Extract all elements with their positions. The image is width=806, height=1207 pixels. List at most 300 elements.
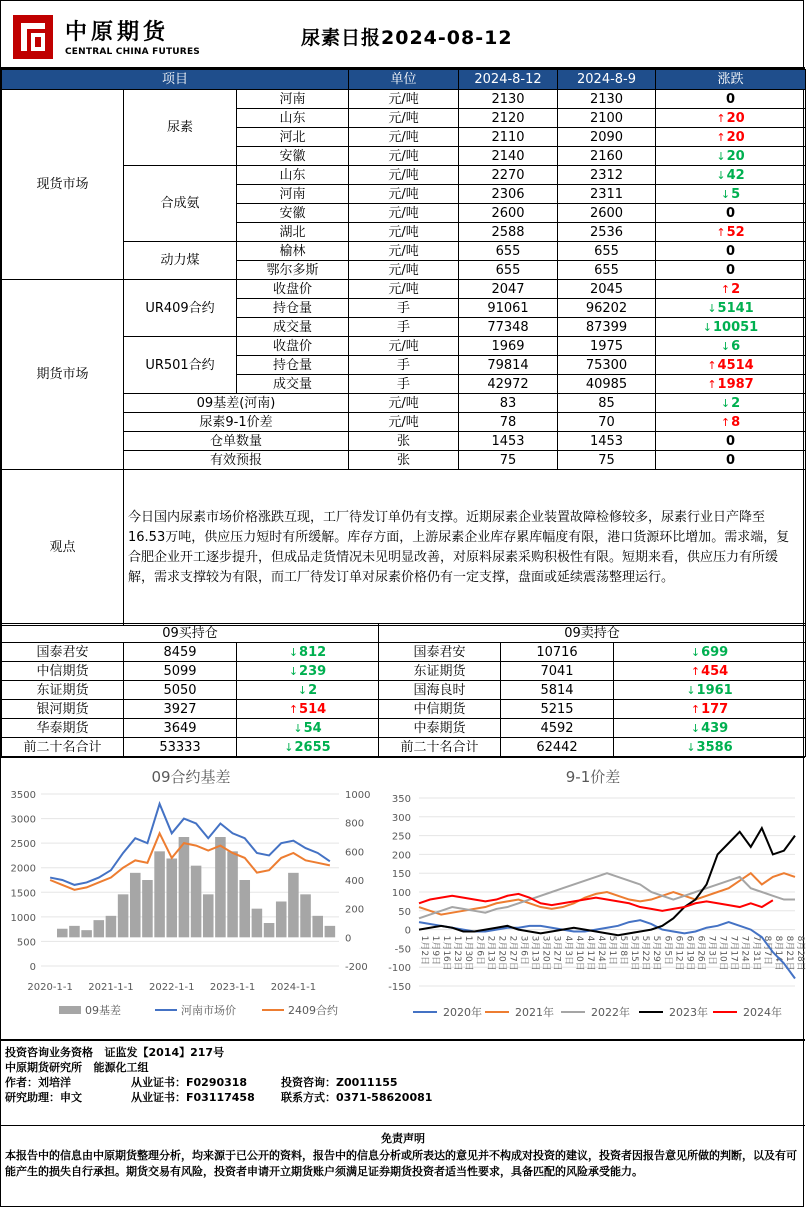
- x-tick: 4月3日: [562, 935, 573, 966]
- x-tick: 8月7日: [761, 935, 772, 966]
- row-value-today: 2047: [459, 280, 558, 299]
- y-right-tick: 1000: [345, 790, 371, 801]
- change-value: 439: [701, 720, 729, 736]
- row-unit: 元/吨: [349, 90, 459, 109]
- row-unit: 元/吨: [349, 242, 459, 261]
- row-unit: 元/吨: [349, 223, 459, 242]
- row-unit: 张: [349, 432, 459, 451]
- legend-entry: [485, 1005, 554, 1019]
- row-unit: 手: [349, 375, 459, 394]
- x-tick: 2月13日: [485, 935, 496, 971]
- arrow-up-icon: ↑: [716, 111, 726, 125]
- buy-broker: 华泰期货: [2, 719, 124, 738]
- row-change: [656, 261, 806, 280]
- x-tick: 2020-1-1: [27, 982, 73, 993]
- legend-entry: [59, 1003, 121, 1017]
- author-name: 作者：刘培洋: [5, 1076, 71, 1089]
- change-value: 20: [726, 148, 745, 164]
- arrow-up-icon: ↑: [707, 358, 717, 372]
- row-change: [656, 394, 806, 413]
- x-tick: 1月30日: [463, 935, 474, 971]
- row-label: 成交量: [237, 375, 349, 394]
- row-change: [656, 109, 806, 128]
- data-table: [1, 69, 806, 626]
- y-right-tick: -200: [345, 962, 368, 973]
- row-value-prev: 2536: [558, 223, 656, 242]
- x-tick: 4月17日: [584, 935, 595, 971]
- buy-volume: 5050: [124, 681, 237, 700]
- x-tick: 8月21日: [783, 935, 794, 971]
- change-value: 2: [308, 682, 318, 698]
- x-tick: 1月23日: [452, 935, 463, 971]
- subgroup-label: UR501合约: [124, 337, 237, 394]
- legend-label: 2023年: [669, 1006, 708, 1019]
- qualification-value: 证监发【2014】217号: [104, 1046, 225, 1059]
- row-value-today: 79814: [459, 356, 558, 375]
- change-value: 52: [726, 224, 745, 240]
- row-value-today: 655: [459, 242, 558, 261]
- row-value-today: 2270: [459, 166, 558, 185]
- change-value: 0: [725, 433, 736, 449]
- arrow-up-icon: ↑: [288, 702, 299, 716]
- row-value-prev: 2090: [558, 128, 656, 147]
- group-label-view: 观点: [2, 470, 124, 626]
- row-change: [656, 90, 806, 109]
- contact-info: 联系方式：0371-58620081: [281, 1091, 433, 1104]
- row-label: 河北: [237, 128, 349, 147]
- row-label: 山东: [237, 109, 349, 128]
- row-value-prev: 75300: [558, 356, 656, 375]
- view-text: 今日国内尿素市场价格涨跌互现，工厂待发订单仍有支撑。近期尿素企业装置故障检修较多，尿素行业日产降至16.53万吨，供应压力短时有所缓解。库存方面，上游尿素企业库存累库幅度有限，港口货源环比增加。需求端，复合肥企业开工逐步提升，但成品走货情况未见明显改善，对原料尿素采购积极性有限。短期来看，供应压力有所缓解，需求支撑较为有限，而工厂待发订单对尿素价格仍有一定支撑，盘面或延续震荡整理运行。: [124, 470, 806, 626]
- buy-change: [237, 662, 379, 681]
- row-change: [656, 166, 806, 185]
- x-tick: 7月17日: [728, 935, 739, 971]
- buy-change: [237, 738, 379, 757]
- arrow-up-icon: ↑: [716, 225, 726, 239]
- arrow-up-icon: ↑: [720, 415, 731, 429]
- legend-label: 2020年: [443, 1006, 482, 1019]
- change-value: 20: [726, 110, 745, 126]
- row-value-prev: 2100: [558, 109, 656, 128]
- buy-volume: 3649: [124, 719, 237, 738]
- x-tick: 1月2日: [419, 935, 429, 966]
- y-right-tick: 400: [345, 876, 365, 887]
- legend-label: 河南市场价: [181, 1004, 236, 1017]
- sell-volume: 7041: [501, 662, 614, 681]
- x-tick: 5月22日: [640, 935, 651, 971]
- positions-row: [2, 662, 806, 681]
- buy-volume: 8459: [124, 643, 237, 662]
- table-row: [2, 280, 806, 299]
- legend-entry: [713, 1005, 782, 1019]
- basis-bar: [203, 894, 214, 937]
- row-value-prev: 96202: [558, 299, 656, 318]
- row-value-today: 83: [459, 394, 558, 413]
- basis-bar: [215, 837, 226, 937]
- row-value-today: 2600: [459, 204, 558, 223]
- report-header: [1, 1, 805, 69]
- row-unit: 元/吨: [349, 204, 459, 223]
- row-change: [656, 375, 806, 394]
- row-unit: 元/吨: [349, 261, 459, 280]
- x-tick: 5月29日: [651, 935, 662, 971]
- row-unit: 手: [349, 318, 459, 337]
- subgroup-label: UR409合约: [124, 280, 237, 337]
- table-header-row: [2, 70, 806, 90]
- arrow-down-icon: ↓: [716, 149, 726, 163]
- row-change: [656, 147, 806, 166]
- arrow-down-icon: ↓: [720, 187, 731, 201]
- legend-label: 2022年: [591, 1006, 630, 1019]
- row-value-prev: 655: [558, 261, 656, 280]
- x-tick: 2月27日: [507, 935, 518, 971]
- change-value: 6: [731, 338, 741, 354]
- x-tick: 3月20日: [540, 935, 551, 971]
- row-value-prev: 75: [558, 451, 656, 470]
- arrow-up-icon: ↑: [690, 702, 701, 716]
- x-tick: 6月26日: [695, 935, 706, 971]
- row-label: 收盘价: [237, 280, 349, 299]
- subgroup-label: 动力煤: [124, 242, 237, 280]
- basis-bar: [264, 923, 275, 937]
- y-tick: -150: [388, 982, 411, 993]
- legend-entry: [262, 1003, 338, 1017]
- row-label: 09基差(河南): [124, 394, 349, 413]
- row-unit: 张: [349, 451, 459, 470]
- arrow-down-icon: ↓: [716, 168, 726, 182]
- arrow-up-icon: ↑: [716, 130, 726, 144]
- change-value: 2: [731, 281, 741, 297]
- row-value-prev: 655: [558, 242, 656, 261]
- row-value-today: 2140: [459, 147, 558, 166]
- arrow-down-icon: ↓: [288, 645, 299, 659]
- buy-change: [237, 719, 379, 738]
- row-value-prev: 1453: [558, 432, 656, 451]
- sell-change: [614, 719, 806, 738]
- qualification-line: [5, 1044, 224, 1060]
- arrow-down-icon: ↓: [707, 301, 717, 315]
- x-tick: 4月24日: [595, 935, 606, 971]
- row-label: 仓单数量: [124, 432, 349, 451]
- row-value-today: 2306: [459, 185, 558, 204]
- sell-change: [614, 643, 806, 662]
- row-value-prev: 87399: [558, 318, 656, 337]
- arrow-down-icon: ↓: [720, 339, 731, 353]
- row-value-today: 75: [459, 451, 558, 470]
- row-label: 有效预报: [124, 451, 349, 470]
- change-value: 0: [725, 91, 736, 107]
- sell-broker: 国泰君安: [379, 643, 501, 662]
- view-row: [2, 470, 806, 626]
- row-change: [656, 280, 806, 299]
- row-value-prev: 2600: [558, 204, 656, 223]
- row-value-today: 2130: [459, 90, 558, 109]
- basis-bar: [312, 916, 323, 938]
- y-left-tick: 3500: [10, 790, 36, 801]
- row-label: 河南: [237, 185, 349, 204]
- sell-broker: 前二十名合计: [379, 738, 501, 757]
- row-value-prev: 40985: [558, 375, 656, 394]
- charts-area: [1, 757, 805, 1039]
- change-value: 2655: [294, 739, 331, 755]
- row-value-today: 77348: [459, 318, 558, 337]
- basis-bar: [325, 926, 336, 937]
- team-name: 能源化工组: [93, 1061, 149, 1074]
- legend-entry: [155, 1003, 236, 1017]
- row-unit: 元/吨: [349, 185, 459, 204]
- basis-bar: [106, 916, 117, 938]
- change-value: 239: [299, 663, 327, 679]
- basis-bar: [81, 930, 92, 937]
- change-value: 0: [725, 205, 736, 221]
- row-label: 榆林: [237, 242, 349, 261]
- row-value-prev: 85: [558, 394, 656, 413]
- row-change: [656, 185, 806, 204]
- x-tick: 3月6日: [518, 935, 529, 966]
- buy-broker: 东证期货: [2, 681, 124, 700]
- x-tick: 2月20日: [496, 935, 507, 971]
- y-tick: 300: [391, 812, 411, 824]
- legend-swatch: [59, 1006, 81, 1014]
- positions-row: [2, 738, 806, 757]
- row-change: [656, 223, 806, 242]
- x-tick: 6月5日: [662, 935, 673, 966]
- buy-broker: 中信期货: [2, 662, 124, 681]
- sell-volume: 5814: [501, 681, 614, 700]
- basis-bar: [276, 902, 287, 938]
- row-value-today: 2110: [459, 128, 558, 147]
- buy-positions-title: 09买持仓: [2, 624, 379, 643]
- basis-bar: [179, 837, 190, 937]
- legend-label: 2021年: [515, 1006, 554, 1019]
- row-value-today: 1969: [459, 337, 558, 356]
- subgroup-label: 尿素: [124, 90, 237, 166]
- report-footer: [1, 1039, 805, 1104]
- chart-title: 9-1价差: [565, 768, 621, 786]
- row-change: [656, 356, 806, 375]
- row-unit: 元/吨: [349, 337, 459, 356]
- report-title: 尿素日报2024-08-12: [301, 27, 513, 49]
- row-label: 山东: [237, 166, 349, 185]
- row-value-prev: 2160: [558, 147, 656, 166]
- x-tick: 5月8日: [618, 935, 629, 966]
- row-change: [656, 318, 806, 337]
- y-tick: 350: [391, 794, 411, 805]
- change-value: 10051: [713, 319, 759, 335]
- series-line: [419, 873, 795, 918]
- change-value: 5: [731, 186, 741, 202]
- row-label: 持仓量: [237, 299, 349, 318]
- arrow-down-icon: ↓: [690, 645, 701, 659]
- row-value-prev: 2130: [558, 90, 656, 109]
- row-change: [656, 337, 806, 356]
- header-item: 项目: [2, 70, 349, 90]
- change-value: 8: [731, 414, 741, 430]
- table-row: [2, 90, 806, 109]
- arrow-down-icon: ↓: [702, 320, 712, 334]
- sell-broker: 东证期货: [379, 662, 501, 681]
- row-value-today: 91061: [459, 299, 558, 318]
- change-value: 177: [701, 701, 729, 717]
- row-unit: 手: [349, 299, 459, 318]
- x-tick: 5月1日: [607, 935, 617, 966]
- row-change: [656, 413, 806, 432]
- x-tick: 7月10日: [717, 935, 728, 971]
- sell-change: [614, 662, 806, 681]
- positions-row: [2, 643, 806, 662]
- row-label: 鄂尔多斯: [237, 261, 349, 280]
- row-value-today: 78: [459, 413, 558, 432]
- x-tick: 8月14日: [772, 935, 783, 971]
- arrow-down-icon: ↓: [288, 664, 299, 678]
- sell-volume: 62442: [501, 738, 614, 757]
- row-value-prev: 1975: [558, 337, 656, 356]
- basis-bar: [130, 873, 141, 938]
- row-value-prev: 2312: [558, 166, 656, 185]
- arrow-down-icon: ↓: [284, 740, 294, 754]
- y-left-tick: 0: [29, 962, 36, 973]
- row-change: [656, 204, 806, 223]
- row-unit: 元/吨: [349, 394, 459, 413]
- change-value: 4514: [717, 357, 754, 373]
- x-tick: 2022-1-1: [149, 982, 195, 993]
- y-right-tick: 0: [345, 933, 352, 945]
- series-line: [419, 894, 773, 911]
- positions-row: [2, 681, 806, 700]
- arrow-up-icon: ↑: [720, 282, 731, 296]
- sell-broker: 中信期货: [379, 700, 501, 719]
- legend-label: 09基差: [85, 1004, 121, 1017]
- row-change: [656, 299, 806, 318]
- x-tick: 1月9日: [430, 935, 441, 966]
- row-unit: 元/吨: [349, 109, 459, 128]
- row-label: 河南: [237, 90, 349, 109]
- row-change: [656, 432, 806, 451]
- row-value-prev: 2045: [558, 280, 656, 299]
- row-label: 湖北: [237, 223, 349, 242]
- x-tick: 4月10日: [573, 935, 584, 971]
- buy-change: [237, 681, 379, 700]
- row-value-today: 655: [459, 261, 558, 280]
- change-value: 42: [726, 167, 745, 183]
- sell-positions-title: 09卖持仓: [379, 624, 806, 643]
- y-left-tick: 1000: [10, 912, 36, 924]
- sell-volume: 5215: [501, 700, 614, 719]
- arrow-up-icon: ↑: [690, 664, 701, 678]
- x-tick: 6月19日: [684, 935, 695, 971]
- y-right-tick: 800: [345, 818, 365, 830]
- arrow-down-icon: ↓: [293, 721, 303, 735]
- buy-volume: 3927: [124, 700, 237, 719]
- arrow-down-icon: ↓: [720, 396, 731, 410]
- basis-bar: [239, 880, 250, 937]
- change-value: 699: [701, 644, 729, 660]
- y-left-tick: 2000: [10, 863, 36, 875]
- change-value: 1961: [696, 682, 733, 698]
- row-label: 安徽: [237, 147, 349, 166]
- y-tick: 0: [404, 925, 411, 937]
- buy-change: [237, 700, 379, 719]
- change-value: 5141: [717, 300, 754, 316]
- basis-bar: [142, 880, 153, 937]
- company-logo: [13, 11, 200, 63]
- header-unit: 单位: [349, 70, 459, 90]
- group-label-futures: 期货市场: [2, 280, 124, 470]
- logo-chinese-text: 中原期货: [65, 19, 170, 45]
- logo-english-text: CENTRAL CHINA FUTURES: [65, 47, 200, 57]
- row-label: 持仓量: [237, 356, 349, 375]
- legend-entry: [561, 1005, 630, 1019]
- change-value: 454: [701, 663, 729, 679]
- y-tick: -100: [388, 963, 411, 975]
- sell-volume: 10716: [501, 643, 614, 662]
- row-value-prev: 70: [558, 413, 656, 432]
- row-value-today: 42972: [459, 375, 558, 394]
- positions-row: [2, 700, 806, 719]
- y-left-tick: 3000: [10, 814, 36, 826]
- row-unit: 元/吨: [349, 128, 459, 147]
- change-value: 812: [299, 644, 327, 660]
- sell-change: [614, 738, 806, 757]
- y-right-tick: 600: [345, 847, 365, 859]
- x-tick: 2023-1-1: [209, 982, 256, 993]
- x-tick: 1月16日: [441, 935, 452, 971]
- x-tick: 7月31日: [750, 935, 761, 971]
- logo-mark-icon: [13, 15, 53, 59]
- change-value: 2: [731, 395, 741, 411]
- buy-broker: 前二十名合计: [2, 738, 124, 757]
- change-value: 54: [303, 720, 322, 736]
- y-tick: 100: [391, 888, 411, 899]
- disclaimer-title: 免责声明: [381, 1132, 425, 1145]
- basis-bar: [191, 866, 202, 938]
- row-value-today: 2120: [459, 109, 558, 128]
- row-unit: 手: [349, 356, 459, 375]
- sell-change: [614, 700, 806, 719]
- change-value: 1987: [717, 376, 754, 392]
- row-change: [656, 128, 806, 147]
- x-tick: 7月3日: [706, 935, 717, 966]
- row-value-today: 2588: [459, 223, 558, 242]
- change-value: 514: [299, 701, 327, 717]
- basis-bar: [288, 873, 299, 938]
- row-unit: 元/吨: [349, 280, 459, 299]
- legend-entry: [413, 1005, 482, 1019]
- row-unit: 元/吨: [349, 166, 459, 185]
- buy-volume: 53333: [124, 738, 237, 757]
- buy-change: [237, 643, 379, 662]
- change-value: 0: [725, 452, 736, 468]
- sell-change: [614, 681, 806, 700]
- x-tick: 3月13日: [529, 935, 540, 971]
- y-left-tick: 2500: [10, 839, 36, 851]
- basis-bar: [93, 920, 104, 937]
- buy-volume: 5099: [124, 662, 237, 681]
- department-line: [5, 1059, 149, 1075]
- assistant-line: [5, 1089, 433, 1105]
- basis-bar: [227, 851, 238, 937]
- row-label: 收盘价: [237, 337, 349, 356]
- arrow-down-icon: ↓: [297, 683, 308, 697]
- row-label: 成交量: [237, 318, 349, 337]
- x-tick: 2月6日: [474, 935, 485, 966]
- header-date-today: 2024-8-12: [459, 70, 558, 90]
- x-tick: 3月27日: [551, 935, 562, 971]
- assistant-cert: 从业证书：F03117458: [131, 1091, 255, 1104]
- x-tick: 6月12日: [673, 935, 684, 971]
- row-value-prev: 2311: [558, 185, 656, 204]
- qualification-label: 投资咨询业务资格: [5, 1046, 93, 1059]
